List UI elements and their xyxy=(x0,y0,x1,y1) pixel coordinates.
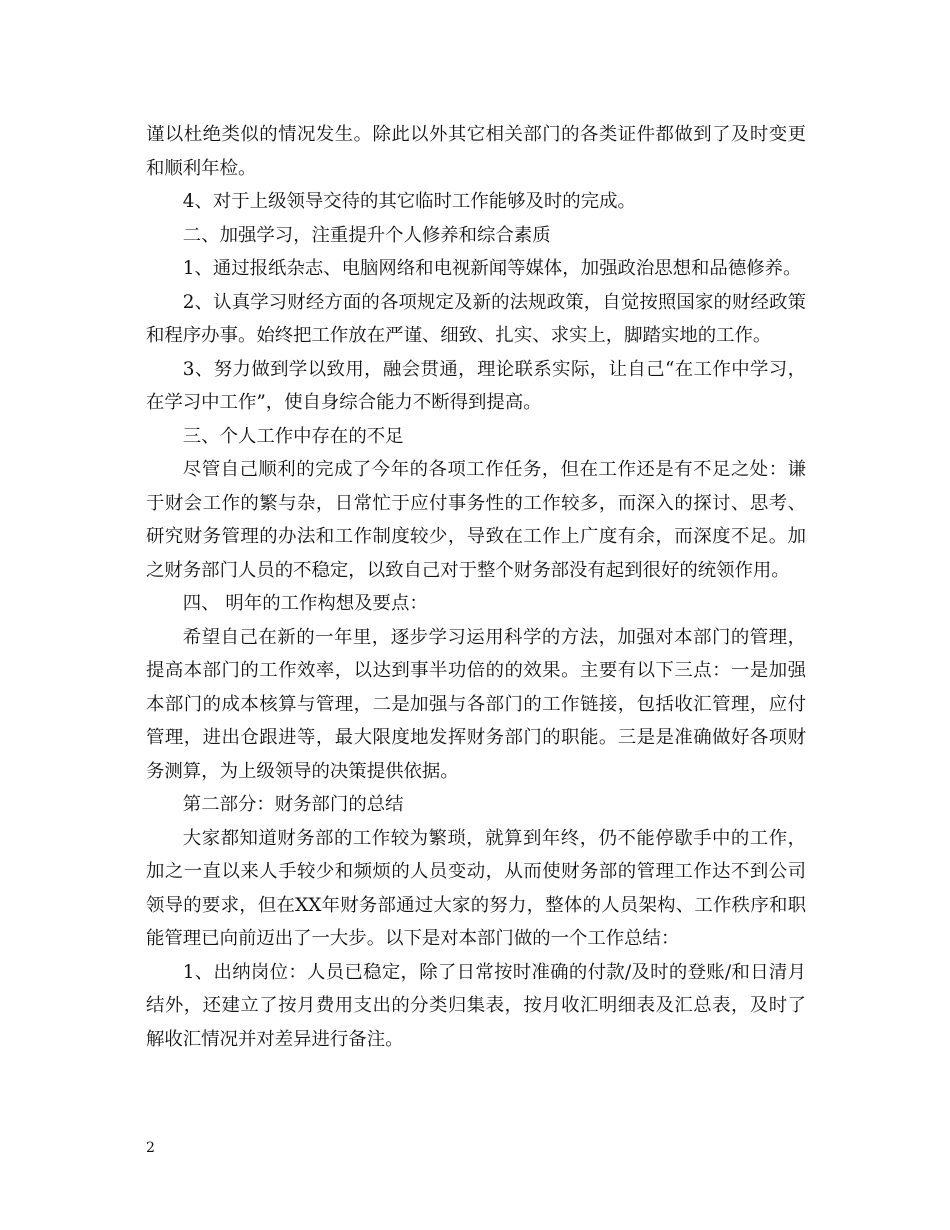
page-number: 2 xyxy=(146,1140,155,1156)
section-heading: 第二部分：财务部门的总结 xyxy=(182,794,404,815)
paragraph: 大家都知道财务部的工作较为繁琐，就算到年终，仍不能停歇手中的工作，加之一直以来人手较少和频烦的人员变动，从而使财务部的管理工作达不到公司领导的要求，但在XX年财务部通过大家的努力，整体的人员架构、工作秩序和职能管理已向前迈出了一大步。以下是对本部门做的一个工作总结： xyxy=(146,827,806,949)
section-heading: 二、加强学习，注重提升个人修养和综合素质 xyxy=(182,224,551,246)
paragraph: 尽管自己顺利的完成了今年的各项工作任务，但在工作还是有不足之处：谦于财会工作的繁与杂，日常忙于应付事务性的工作较多，而深入的探讨、思考、研究财务管理的办法和工作制度较少，导致在工作上广度有余，而深度不足。加之财务部门人员的不稳定，以致自己对于整个财务部没有起到很好的统领作用。 xyxy=(146,459,806,581)
document-body xyxy=(146,118,806,1056)
section-heading: 四、 明年的工作构想及要点： xyxy=(182,593,428,614)
paragraph: 希望自己在新的一年里，逐步学习运用科学的方法，加强对本部门的管理，提高本部门的工作效率，以达到事半功倍的的效果。主要有以下三点：一是加强本部门的成本核算与管理，二是加强与各部门的工作链接，包括收汇管理，应付管理，进出仓跟进等，最大限度地发挥财务部门的职能。三是是准确做好各项财务测算，为上级领导的决策提供依据。 xyxy=(146,626,806,782)
paragraph: 4、对于上级领导交待的其它临时工作能够及时的完成。 xyxy=(182,191,636,212)
paragraph: 3、努力做到学以致用，融会贯通，理论联系实际，让自己“在工作中学习，在学习中工作”，使自身综合能力不断得到提高。 xyxy=(146,358,806,413)
paragraph: 1、出纳岗位：人员已稳定，除了日常按时准确的付款/及时的登账/和日清月结外，还建立了按月费用支出的分类归集表，按月收汇明细表及汇总表，及时了解收汇情况并对差异进行备注。 xyxy=(146,961,806,1050)
paragraph: 2、认真学习财经方面的各项规定及新的法规政策，自觉按照国家的财经政策和程序办事。始终把工作放在严谨、细致、扎实、求实上，脚踏实地的工作。 xyxy=(146,291,806,346)
paragraph: 谨以杜绝类似的情况发生。除此以外其它相关部门的各类证件都做到了及时变更和顺利年检。 xyxy=(146,124,806,179)
paragraph: 1、通过报纸杂志、电脑网络和电视新闻等媒体，加强政治思想和品德修养。 xyxy=(182,258,802,279)
section-heading: 三、个人工作中存在的不足 xyxy=(182,425,404,447)
